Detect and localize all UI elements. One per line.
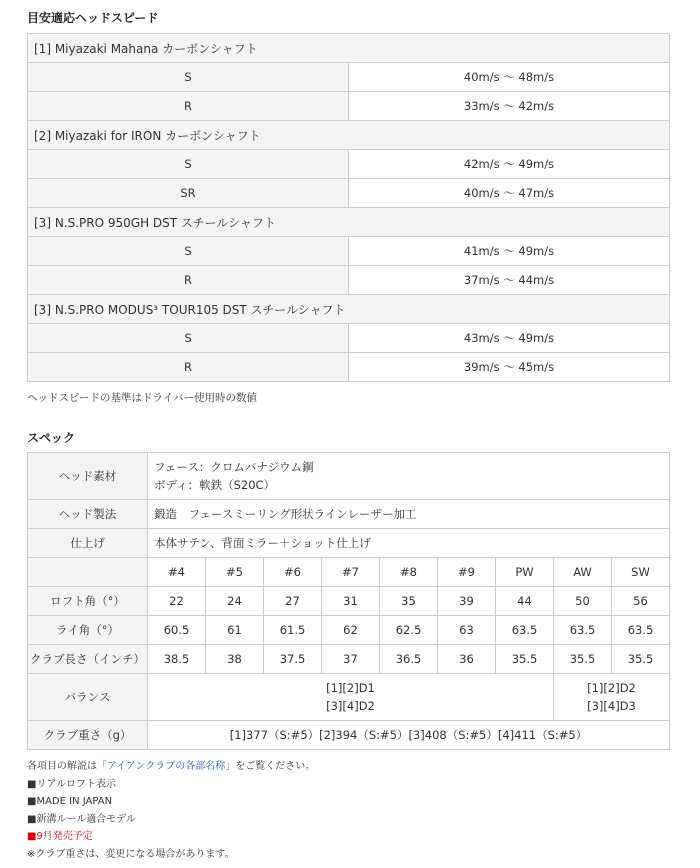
lie-value: 60.5 [148,616,206,645]
club-number: #8 [380,558,438,587]
lie-value: 63.5 [612,616,670,645]
weight-value: [1]377（S:#5）[2]394（S:#5）[3]408（S:#5）[4]411（S:#5） [148,721,670,750]
headspeed-group-row [28,295,670,324]
club-number: #5 [206,558,264,587]
lie-value: 62.5 [380,616,438,645]
headspeed-row [28,237,670,266]
spec-row-lie [28,616,670,645]
spec-row-length [28,645,670,674]
loft-value: 39 [438,587,496,616]
head-material-value [148,453,670,500]
weight-label: クラブ重さ（g） [28,721,148,750]
club-number: #9 [438,558,496,587]
lie-value: 63.5 [554,616,612,645]
balance-value-a [148,674,554,721]
length-value: 38 [206,645,264,674]
length-value: 36.5 [380,645,438,674]
head-material-label: ヘッド素材 [28,453,148,500]
footer-item-loft: ■リアルロフト表示 [27,778,117,790]
flex-label: SR [28,179,349,208]
footer-item-groove-rule: ■新溝ルール適合モデル [27,813,136,825]
loft-label: ロフト角（°） [28,587,148,616]
lie-label: ライ角（°） [28,616,148,645]
speed-range: 37m/s ～ 44m/s [349,266,670,295]
head-material-body: ボディ：軟鉄（S20C） [154,478,276,492]
headspeed-row [28,63,670,92]
spec-row-loft [28,587,670,616]
balance-b2: [3][4]D3 [587,699,636,713]
footer-item-made-in: ■MADE IN JAPAN [27,796,113,807]
balance-value-b [554,674,670,721]
loft-value: 50 [554,587,612,616]
length-label: クラブ長さ（インチ） [28,645,148,674]
headspeed-table [27,33,670,382]
club-number: PW [496,558,554,587]
headspeed-row [28,92,670,121]
speed-range: 40m/s ～ 48m/s [349,63,670,92]
flex-label: R [28,92,349,121]
lie-value: 62 [322,616,380,645]
headspeed-group-row [28,121,670,150]
length-value: 35.5 [554,645,612,674]
footer-notes [27,758,315,863]
length-value: 38.5 [148,645,206,674]
length-value: 35.5 [496,645,554,674]
explain-line [27,758,315,776]
flex-label: R [28,266,349,295]
loft-value: 27 [264,587,322,616]
speed-range: 40m/s ～ 47m/s [349,179,670,208]
loft-value: 35 [380,587,438,616]
head-manufacture-label: ヘッド製法 [28,500,148,529]
lie-value: 63 [438,616,496,645]
length-value: 37.5 [264,645,322,674]
explain-post: をご覧ください。 [235,761,316,772]
club-number: #6 [264,558,322,587]
lie-value: 61 [206,616,264,645]
spec-row-clubs [28,558,670,587]
shaft-name: [3] N.S.PRO 950GH DST スチールシャフト [28,208,670,237]
club-number: #4 [148,558,206,587]
speed-range: 41m/s ～ 49m/s [349,237,670,266]
headspeed-row [28,353,670,382]
head-material-face: フェース：クロムバナジウム鋼 [154,460,314,474]
speed-range: 43m/s ～ 49m/s [349,324,670,353]
headspeed-group-row [28,34,670,63]
speed-range: 42m/s ～ 49m/s [349,150,670,179]
shaft-name: [1] Miyazaki Mahana カーボンシャフト [28,34,670,63]
headspeed-note: ヘッドスピードの基準はドライバー使用時の数値 [27,392,257,404]
headspeed-row [28,324,670,353]
shaft-name: [2] Miyazaki for IRON カーボンシャフト [28,121,670,150]
flex-label: S [28,63,349,92]
loft-value: 56 [612,587,670,616]
lie-value: 63.5 [496,616,554,645]
club-number: SW [612,558,670,587]
flex-label: S [28,237,349,266]
headspeed-row [28,150,670,179]
spec-row-finish [28,529,670,558]
club-number: #7 [322,558,380,587]
footer-weight-note: ※クラブ重さは、変更になる場合があります。 [27,848,235,860]
loft-value: 24 [206,587,264,616]
parts-name-link[interactable]: 「アイアンクラブの各部名称」 [97,761,236,772]
spec-row-balance [28,674,670,721]
headspeed-row [28,266,670,295]
finish-value: 本体サテン、背面ミラー＋ショット仕上げ [148,529,670,558]
balance-a1: [1][2]D1 [326,681,375,695]
head-manufacture-value: 鍛造 フェースミーリング形状ラインレーザー加工 [148,500,670,529]
length-value: 36 [438,645,496,674]
loft-value: 31 [322,587,380,616]
spec-row-weight [28,721,670,750]
headspeed-row [28,179,670,208]
clubs-header-blank [28,558,148,587]
spec-row-head-material [28,453,670,500]
shaft-name: [3] N.S.PRO MODUS³ TOUR105 DST スチールシャフト [28,295,670,324]
flex-label: S [28,324,349,353]
speed-range: 33m/s ～ 42m/s [349,92,670,121]
flex-label: S [28,150,349,179]
club-number: AW [554,558,612,587]
explain-pre: 各項目の解説は [27,761,97,772]
length-value: 37 [322,645,380,674]
headspeed-title: 目安適応ヘッドスピード [27,11,159,25]
spec-row-head-manufacture [28,500,670,529]
footer-release: ■9月発売予定 [27,831,93,842]
spec-table [27,452,670,750]
speed-range: 39m/s ～ 45m/s [349,353,670,382]
lie-value: 61.5 [264,616,322,645]
loft-value: 22 [148,587,206,616]
spec-title: スペック [27,431,76,445]
finish-label: 仕上げ [28,529,148,558]
balance-a2: [3][4]D2 [326,699,375,713]
balance-label: バランス [28,674,148,721]
headspeed-group-row [28,208,670,237]
balance-b1: [1][2]D2 [587,681,636,695]
flex-label: R [28,353,349,382]
loft-value: 44 [496,587,554,616]
length-value: 35.5 [612,645,670,674]
